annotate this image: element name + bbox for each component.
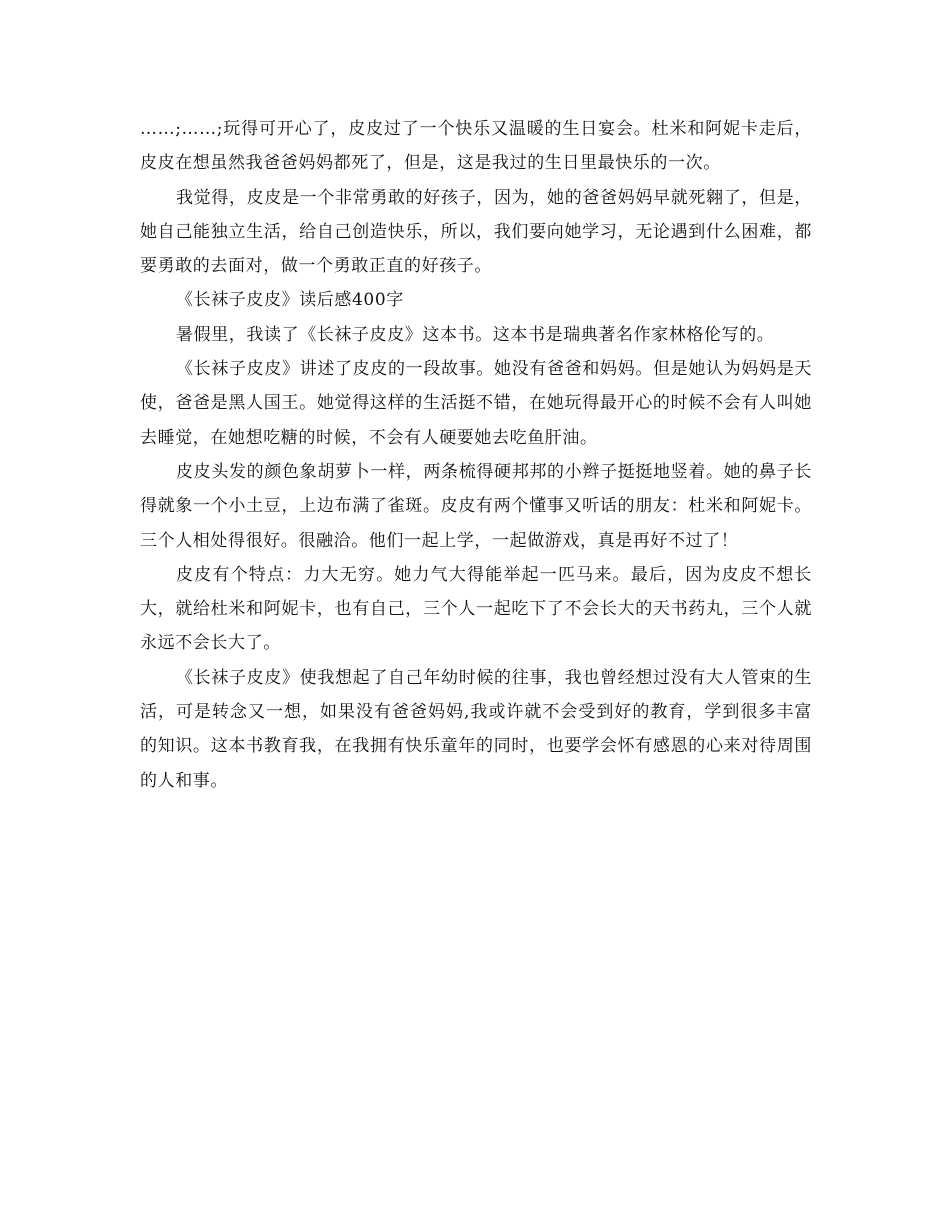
- paragraph-summer-reading: 暑假里，我读了《长袜子皮皮》这本书。这本书是瑞典著名作家林格伦写的。: [176, 324, 775, 345]
- document-body: [140, 112, 812, 798]
- paragraph-reflection: 《长袜子皮皮》使我想起了自己年幼时候的往事，我也曾经想过没有大人管束的生活，可是转念又一想，如果没有爸爸妈妈,我或许就不会受到好的教育，学到很多丰富的知识。这本书教育我，在我拥有快乐童年的同时，也要学会怀有感恩的心来对待周围的人和事。: [140, 667, 812, 791]
- paragraph-pippi-strength: 皮皮有个特点：力大无穷。她力气大得能举起一匹马来。最后，因为皮皮不想长大，就给杜米和阿妮卡，也有自己，三个人一起吃下了不会长大的天书药丸，三个人就永远不会长大了。: [140, 564, 812, 654]
- paragraph-story-summary: 《长袜子皮皮》讲述了皮皮的一段故事。她没有爸爸和妈妈。但是她认为妈妈是天使，爸爸是黑人国王。她觉得这样的生活挺不错，在她玩得最开心的时候不会有人叫她去睡觉，在她想吃糖的时候，不会有人硬要她去吃鱼肝油。: [140, 359, 812, 448]
- paragraph-pippi-appearance: 皮皮头发的颜色象胡萝卜一样，两条梳得硬邦邦的小辫子挺挺地竖着。她的鼻子长得就象一个小土豆，上边布满了雀斑。皮皮有两个懂事又听话的朋友：杜米和阿妮卡。三个人相处得很好。很融洽。他们一起上学，一起做游戏，真是再好不过了！: [140, 461, 812, 551]
- section-heading: 《长袜子皮皮》读后感400字: [176, 290, 404, 311]
- paragraph-birthday-party: ……;……;玩得可开心了，皮皮过了一个快乐又温暖的生日宴会。杜米和阿妮卡走后，皮皮在想虽然我爸爸妈妈都死了，但是，这是我过的生日里最快乐的一次。: [140, 119, 812, 174]
- paragraph-brave-child: 我觉得，皮皮是一个非常勇敢的好孩子，因为，她的爸爸妈妈早就死翱了，但是，她自己能独立生活，给自己创造快乐，所以，我们要向她学习，无论遇到什么困难，都要勇敢的去面对，做一个勇敢正直的好孩子。: [140, 187, 812, 277]
